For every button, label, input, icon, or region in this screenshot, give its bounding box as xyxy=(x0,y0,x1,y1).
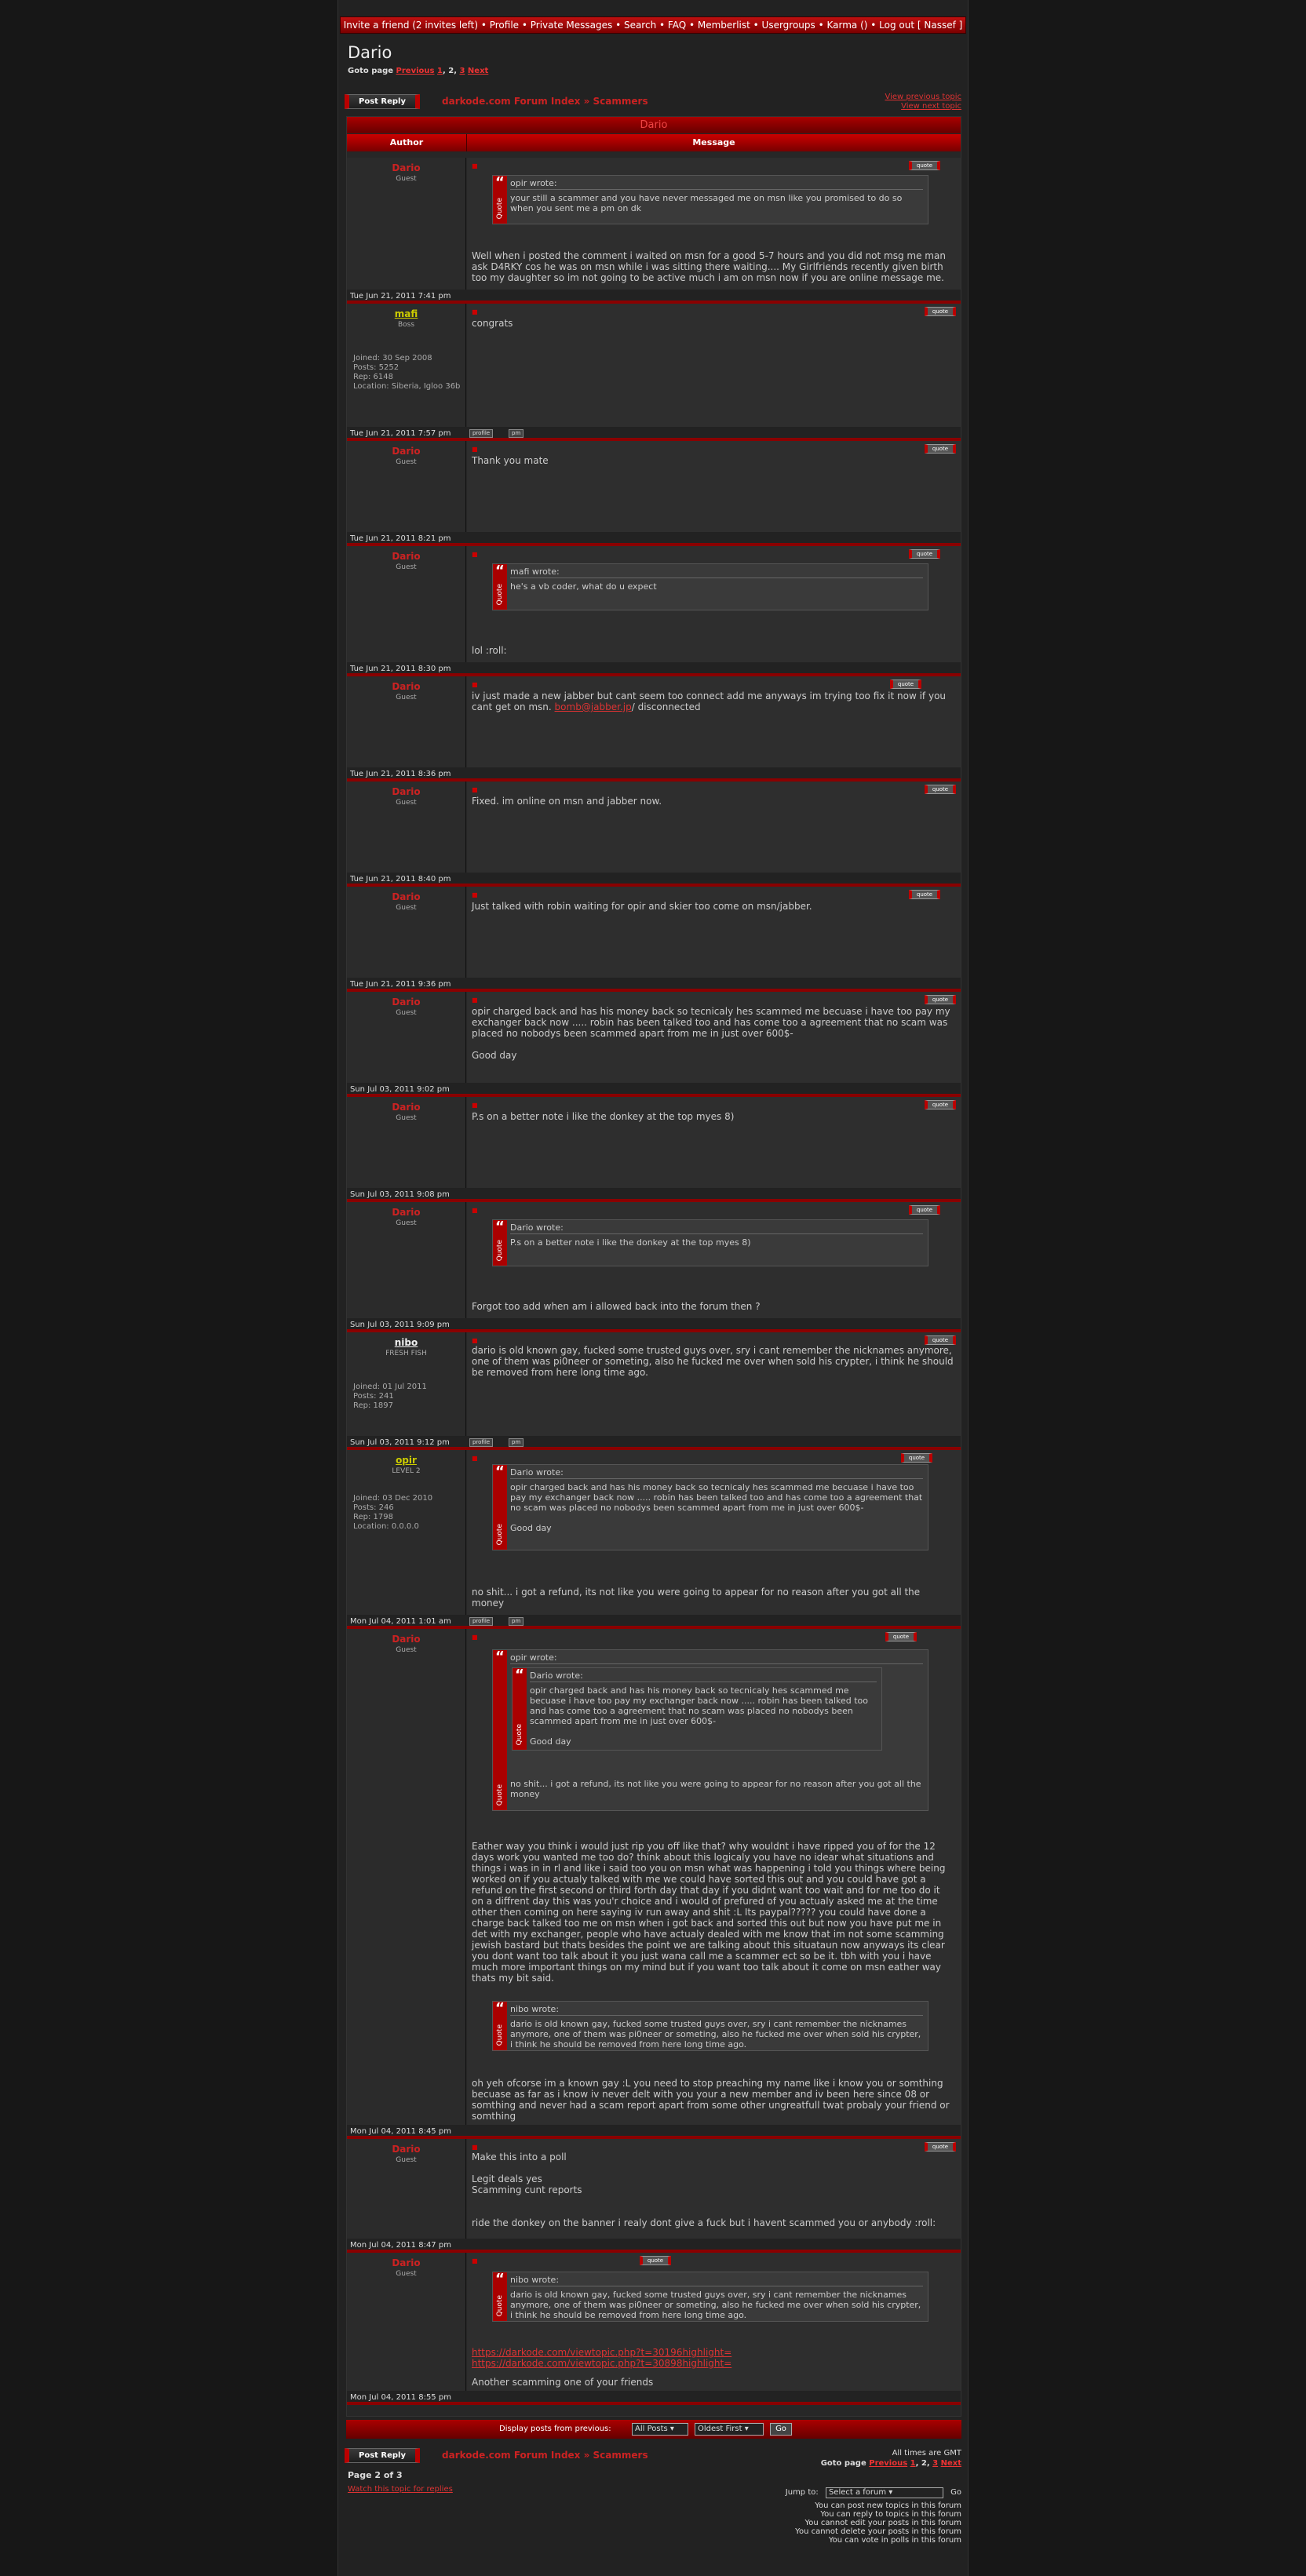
page-1-link[interactable]: 1 xyxy=(910,2459,916,2468)
post-text-part: iv just made a new jabber but cant seem too connect add me anyways im trying too fix it now if you cant get on msn. xyxy=(472,690,947,712)
quote-block xyxy=(492,1464,928,1550)
post-reply-button-bottom[interactable]: Post Reply xyxy=(345,2448,420,2463)
author-rank: Guest xyxy=(396,1114,417,1122)
author-stats: Joined: 03 Dec 2010 Posts: 246 Rep: 1798 Location: 0.0.0.0 xyxy=(353,1494,433,1531)
post xyxy=(347,1097,961,1202)
forum-link[interactable]: Scammers xyxy=(593,96,648,107)
forum-index-link[interactable]: darkode.com Forum Index xyxy=(442,2450,581,2461)
post-icon[interactable]: ■ xyxy=(472,1102,478,1109)
quote-text: no shit... i got a refund, its not like you were going to appear for no reason after you got all the money xyxy=(510,1779,921,1799)
post-author-cell xyxy=(347,1450,466,1615)
jump-to xyxy=(786,2487,961,2498)
author-name[interactable]: Dario xyxy=(392,551,421,562)
author-rank: LEVEL 2 xyxy=(392,1467,421,1475)
post-icon[interactable]: ■ xyxy=(472,786,478,793)
post-text: Eather way you think i would just rip you off like that? why wouldnt i have ripped you of for the 12 days work you wanted me too do? think about this logicaly you have no idear what situations and things i was in in rl and like i said too you on msn what was happening i told you things where being worked on if you actualy talked with me we could have sorted this out and you could have got a refund on the first second or third forth day that day if you didnt want too wait and for me too do it on a diffrent day this was you'r choice and i would of prefured of you actualy asked me at the time other then coming on here saying iv run away and shit :L Its paypal????? you could have done a charge back talked too me on msn when i got back and sorted this out but now you have put me in det with my exchanger, people who have actualy dealed with me know that im not some scamming jewish bastard but thats besides the point we are talking about this situataun now anyways its clear you dont want too talk about it you just wana call me a scammer ect so be it. tbh with you i have much more important things on my mind but if you want too talk about it come on msn eather way thats my bit said. xyxy=(472,1841,946,1984)
quote-mark-icon: “ xyxy=(495,563,505,579)
author-rank: FRESH FISH xyxy=(385,1350,427,1357)
post-footer xyxy=(347,2239,961,2253)
author-rank: Guest xyxy=(396,904,417,912)
quote-text: your still a scammer and you have never messaged me on msn like you promised to do so when you sent me a pm on dk xyxy=(510,193,903,213)
page-wrapper xyxy=(337,0,969,2576)
quote-block xyxy=(492,175,928,224)
display-label: Display posts from previous: xyxy=(499,2425,611,2433)
days-select[interactable]: All Posts ▾ xyxy=(632,2423,688,2436)
post-text: Forgot too add when am i allowed back into the forum then ? xyxy=(472,1301,761,1312)
post xyxy=(347,441,961,546)
post-body xyxy=(467,992,961,1083)
quote-side xyxy=(493,176,507,224)
jabber-link[interactable]: bomb@jabber.jp xyxy=(554,701,632,712)
post-text: congrats xyxy=(472,318,513,329)
post-icon[interactable]: ■ xyxy=(472,681,478,688)
quote-text: he's a vb coder, what do u expect xyxy=(510,581,657,592)
display-options-bar xyxy=(346,2420,961,2439)
quote-side xyxy=(493,2002,507,2050)
post xyxy=(347,1202,961,1332)
quote-author: opir wrote: xyxy=(510,1652,923,1664)
post-author-cell xyxy=(347,992,466,1083)
quote-label: Quote xyxy=(496,2024,504,2046)
message-header: Message xyxy=(466,134,961,151)
quote-side xyxy=(493,1465,507,1550)
quote-mark-icon: “ xyxy=(495,174,505,191)
quote-label: Quote xyxy=(496,1523,504,1545)
quote-mark-icon: “ xyxy=(515,1667,524,1683)
quote-block xyxy=(492,2001,928,2051)
post-timestamp: Mon Jul 04, 2011 8:45 pm xyxy=(350,2127,451,2136)
post-footer xyxy=(347,1318,961,1332)
quote-button[interactable]: quote xyxy=(925,1100,956,1109)
forum-index-link[interactable]: darkode.com Forum Index xyxy=(442,96,581,107)
author-rank: Guest xyxy=(396,1646,417,1654)
quote-side xyxy=(493,564,507,610)
post-text: dario is old known gay, fucked some trusted guys over, sry i cant remember the nicknames anymore, one of them was pi0neer or someting, also he fucked me over when sold his crypter, i think he should be removed from here long time ago. xyxy=(472,1345,954,1378)
post-body xyxy=(467,2253,961,2391)
post-timestamp: Sun Jul 03, 2011 9:09 pm xyxy=(350,1321,450,1329)
quote-button[interactable]: quote xyxy=(925,995,956,1004)
author-name[interactable]: Dario xyxy=(392,162,421,173)
quote-label: Quote xyxy=(496,583,504,605)
page-1-link[interactable]: 1 xyxy=(436,67,443,75)
quote-author: nibo wrote: xyxy=(510,2275,923,2286)
post xyxy=(347,992,961,1097)
quote-button[interactable]: quote xyxy=(925,444,956,454)
post-footer xyxy=(347,873,961,887)
post-footer xyxy=(347,290,961,304)
post-body xyxy=(467,546,961,662)
post-timestamp: Mon Jul 04, 2011 8:47 pm xyxy=(350,2241,451,2250)
post-author-cell xyxy=(347,782,466,873)
post-author-cell xyxy=(347,1629,466,2125)
quote-block xyxy=(492,1649,928,1811)
top-nav-links[interactable]: Invite a friend (2 invites left) • Profile • Private Messages • Search • FAQ • Memberlist • Usergroups • Karma () • Log out [ Nassef ] xyxy=(343,20,963,31)
author-name[interactable]: Dario xyxy=(392,1634,421,1645)
timezone-note: All times are GMT xyxy=(892,2449,961,2458)
post-timestamp: Sun Jul 03, 2011 9:12 pm xyxy=(350,1438,450,1447)
post-timestamp: Tue Jun 21, 2011 8:36 pm xyxy=(350,770,451,778)
post-text: Well when i posted the comment i waited on msn for a good 5-7 hours and you did not msg me man ask D4RKY cos he was on msn while i was sitting there waiting.... My Girlfriends recently given birth too my daughter so im not going to be active much i am on msn now if you are online message me. xyxy=(472,250,946,283)
post-body xyxy=(467,887,961,978)
page-3-link[interactable]: 3 xyxy=(932,2459,939,2468)
jump-go-button[interactable]: Go xyxy=(950,2488,961,2497)
quote-text: dario is old known gay, fucked some trusted guys over, sry i cant remember the nicknames anymore, one of them was pi0neer or someting, also he fucked me over when sold his crypter, i think he should be removed from here long time ago. xyxy=(510,2019,921,2050)
quote-side xyxy=(493,2272,507,2321)
quote-side xyxy=(513,1668,527,1750)
post-author-cell xyxy=(347,441,466,532)
post-text: Another scamming one of your friends xyxy=(472,2377,654,2388)
post-author-cell xyxy=(347,2139,466,2239)
post-timestamp: Tue Jun 21, 2011 8:21 pm xyxy=(350,534,451,543)
post-timestamp: Tue Jun 21, 2011 9:36 pm xyxy=(350,980,451,989)
author-name[interactable]: Dario xyxy=(392,446,421,457)
post-footer xyxy=(347,1436,961,1450)
posts-table xyxy=(346,116,961,2417)
post xyxy=(347,304,961,441)
post xyxy=(347,2253,961,2405)
quote-button[interactable]: quote xyxy=(909,161,940,170)
author-rank: Guest xyxy=(396,175,417,183)
page-of-label: Page 2 of 3 xyxy=(348,2470,403,2480)
author-name[interactable]: Dario xyxy=(392,1102,421,1113)
quote-side xyxy=(493,1220,507,1266)
author-rank: Guest xyxy=(396,2270,417,2278)
goto-label: Goto page xyxy=(820,2459,866,2468)
previous-link[interactable]: Previous xyxy=(869,2459,908,2468)
topic-title-bar xyxy=(347,117,961,133)
post xyxy=(347,1629,961,2139)
quote-text: dario is old known gay, fucked some trusted guys over, sry i cant remember the nicknames anymore, one of them was pi0neer or someting, also he fucked me over when sold his crypter, i think he should be removed from here long time ago. xyxy=(510,2290,921,2320)
quote-button[interactable]: quote xyxy=(909,1205,940,1215)
page-2-current: 2 xyxy=(921,2459,927,2468)
quote-side xyxy=(493,1650,507,1810)
page-3-link[interactable]: 3 xyxy=(459,67,465,75)
post-text: oh yeh ofcorse im a known gay :L you need to stop preaching my name like i know you or somthing becuase as far as i know iv never delt with you your a new member and iv been here since 08 or somthing and never had a scam report apart from some other ungreatfull twat probaly your friend or somthing xyxy=(472,2078,950,2122)
watch-topic-link[interactable]: Watch this topic for replies xyxy=(348,2485,453,2494)
author-rank: Guest xyxy=(396,1009,417,1017)
quote-button[interactable]: quote xyxy=(909,890,940,899)
post xyxy=(347,158,961,304)
author-name[interactable]: Dario xyxy=(392,997,421,1007)
post-footer xyxy=(347,1188,961,1202)
profile-button[interactable]: profile xyxy=(469,1438,493,1447)
quote-block xyxy=(492,2272,928,2322)
nested-quote-block xyxy=(512,1667,882,1751)
post-icon[interactable]: ■ xyxy=(472,1455,478,1462)
quote-text: opir charged back and has his money back so tecnicaly hes scammed me becuase i have too pay my exchanger back now ..... robin has been talked too and has come too a agreement that no scam was placed no nobodys been scammed apart from me in just over 600$- Good day xyxy=(510,1482,923,1533)
quote-author: nibo wrote: xyxy=(510,2004,923,2016)
post-icon[interactable]: ■ xyxy=(472,2257,478,2264)
post-footer xyxy=(347,1615,961,1629)
quote-text: opir charged back and has his money back so tecnicaly hes scammed me becuase i have too pay my exchanger back now ..... robin has been talked too and has come too a agreement that no scam was placed no nobodys been scammed apart from me in just over 600$- Good day xyxy=(530,1685,869,1747)
post-footer xyxy=(347,662,961,676)
quote-author: mafi wrote: xyxy=(510,567,923,578)
author-rank: Guest xyxy=(396,2156,417,2164)
post-author-cell xyxy=(347,1332,466,1436)
jump-label: Jump to: xyxy=(785,2488,819,2497)
breadcrumb-bottom: darkode.com Forum Index » Scammers xyxy=(442,2450,648,2461)
quote-mark-icon: “ xyxy=(495,2271,505,2287)
go-button[interactable]: Go xyxy=(770,2423,792,2436)
column-headers xyxy=(347,134,961,151)
post xyxy=(347,676,961,782)
post-body xyxy=(467,782,961,873)
post-timestamp: Tue Jun 21, 2011 8:40 pm xyxy=(350,875,451,884)
post-icon[interactable]: ■ xyxy=(472,308,478,315)
quote-block xyxy=(492,1219,928,1266)
quote-button[interactable]: quote xyxy=(925,2142,956,2152)
author-name[interactable]: Dario xyxy=(392,2257,421,2268)
author-rank: Guest xyxy=(396,1219,417,1227)
pagination-bottom: All times are GMT Goto page Previous 1, 2, 3 Next xyxy=(820,2449,961,2468)
author-name[interactable]: Dario xyxy=(392,891,421,902)
post-footer xyxy=(347,767,961,782)
quote-author: Dario wrote: xyxy=(530,1671,877,1682)
post-icon[interactable]: ■ xyxy=(472,891,478,898)
author-header: Author xyxy=(389,137,424,148)
post xyxy=(347,1450,961,1629)
post-text: Fixed. im online on msn and jabber now. xyxy=(472,796,662,807)
profile-button[interactable]: profile xyxy=(469,429,493,438)
post-timestamp: Sun Jul 03, 2011 9:02 pm xyxy=(350,1085,450,1094)
post-timestamp: Tue Jun 21, 2011 7:57 pm xyxy=(350,429,451,438)
post-body xyxy=(467,304,961,427)
post-text: Make this into a poll Legit deals yes Scamming cunt reports ride the donkey on the banner i realy dont give a fuck but i havent scammed you or anybody :roll: xyxy=(472,2152,936,2228)
author-stats: Joined: 01 Jul 2011 Posts: 241 Rep: 1897 xyxy=(353,1383,427,1410)
next-link[interactable]: Next xyxy=(940,2459,961,2468)
post-footer xyxy=(347,978,961,992)
permission-line: You can vote in polls in this forum xyxy=(828,2536,961,2545)
permission-line: You cannot delete your posts in this forum xyxy=(795,2527,961,2536)
page-2-current: 2 xyxy=(448,67,454,75)
author-name[interactable]: Dario xyxy=(392,2144,421,2155)
order-select-value: Oldest First xyxy=(698,2425,742,2433)
post-text: lol :roll: xyxy=(472,645,507,656)
author-rank: Guest xyxy=(396,694,417,701)
quote-button[interactable]: quote xyxy=(885,1632,917,1641)
post-icon[interactable]: ■ xyxy=(472,1337,478,1344)
quote-label: Quote xyxy=(496,2294,504,2316)
quote-text: P.s on a better note i like the donkey at the top myes 8) xyxy=(510,1237,751,1248)
quote-label: Quote xyxy=(496,1784,504,1805)
pm-button[interactable]: pm xyxy=(509,1617,523,1626)
post-text: P.s on a better note i like the donkey at the top myes 8) xyxy=(472,1111,735,1122)
post-body xyxy=(467,158,961,290)
post-footer xyxy=(347,427,961,441)
post-timestamp: Tue Jun 21, 2011 8:30 pm xyxy=(350,665,451,673)
forum-link[interactable]: Scammers xyxy=(593,2450,648,2461)
post-body xyxy=(467,676,961,767)
author-name[interactable]: Dario xyxy=(392,786,421,797)
profile-button[interactable]: profile xyxy=(469,1617,493,1626)
post-body xyxy=(467,1332,961,1436)
quote-author: opir wrote: xyxy=(510,178,923,190)
author-name[interactable]: opir xyxy=(396,1455,417,1466)
view-next-topic-link[interactable]: View next topic xyxy=(901,102,961,111)
author-rank: Guest xyxy=(396,563,417,571)
quote-button[interactable]: quote xyxy=(901,1453,932,1463)
post-icon[interactable]: ■ xyxy=(472,446,478,453)
permission-line: You can reply to topics in this forum xyxy=(820,2510,961,2519)
quote-mark-icon: “ xyxy=(495,2000,505,2017)
quote-button[interactable]: quote xyxy=(925,307,956,316)
author-rank: Boss xyxy=(397,321,415,329)
quote-button[interactable]: quote xyxy=(909,549,940,559)
post-text-part: / disconnected xyxy=(631,701,701,712)
topic-nav xyxy=(885,93,961,111)
post-icon[interactable]: ■ xyxy=(472,551,478,558)
post-text: Thank you mate xyxy=(472,455,549,466)
quote-button[interactable]: quote xyxy=(925,785,956,794)
post xyxy=(347,782,961,887)
post-timestamp: Tue Jun 21, 2011 7:41 pm xyxy=(350,292,451,301)
next-link[interactable]: Next xyxy=(467,67,489,75)
view-previous-topic-link[interactable]: View previous topic xyxy=(885,93,961,101)
author-name[interactable]: mafi xyxy=(394,308,418,319)
author-stats: Joined: 30 Sep 2008 Posts: 5252 Rep: 6148 Location: Siberia, Igloo 36b xyxy=(353,354,461,391)
pm-button[interactable]: pm xyxy=(509,429,523,438)
post-text xyxy=(472,690,954,712)
author-rank: Guest xyxy=(396,458,417,466)
post-icon[interactable]: ■ xyxy=(472,1634,478,1641)
post xyxy=(347,887,961,992)
days-select-value: All Posts xyxy=(635,2425,668,2433)
post-author-cell xyxy=(347,887,466,978)
quote-label: Quote xyxy=(496,1239,504,1261)
post-timestamp: Mon Jul 04, 2011 1:01 am xyxy=(350,1617,451,1626)
breadcrumb-top: darkode.com Forum Index » Scammers xyxy=(442,96,648,107)
post-icon[interactable]: ■ xyxy=(472,1207,478,1214)
post-text: no shit... i got a refund, its not like you were going to appear for no reason after you got all the money xyxy=(472,1587,921,1609)
quote-button[interactable]: quote xyxy=(640,2256,671,2265)
post xyxy=(347,2139,961,2253)
quote-mark-icon: “ xyxy=(495,1219,505,1235)
pm-button[interactable]: pm xyxy=(509,1438,523,1447)
post-author-cell xyxy=(347,676,466,767)
page-title: Dario xyxy=(348,43,392,62)
quote-label: Quote xyxy=(516,1723,523,1745)
top-nav-bar[interactable] xyxy=(340,16,966,34)
post-author-cell xyxy=(347,158,466,290)
post-footer xyxy=(347,2125,961,2139)
quote-mark-icon: “ xyxy=(495,1463,505,1480)
previous-link[interactable]: Previous xyxy=(396,67,435,75)
quote-author: Dario wrote: xyxy=(510,1222,923,1234)
quote-block xyxy=(492,563,928,610)
author-rank: Guest xyxy=(396,799,417,807)
post-icon[interactable]: ■ xyxy=(472,2144,478,2151)
post-body xyxy=(467,1202,961,1318)
post-text: Just talked with robin waiting for opir and skier too come on msn/jabber. xyxy=(472,901,812,912)
quote-author: Dario wrote: xyxy=(510,1467,923,1479)
quote-button[interactable]: quote xyxy=(890,680,921,689)
post-author-cell xyxy=(347,1097,466,1188)
post-body xyxy=(467,1450,961,1615)
post-author-cell xyxy=(347,304,466,427)
goto-label: Goto page xyxy=(348,67,394,75)
quote-button[interactable]: quote xyxy=(925,1335,956,1345)
topic-title[interactable]: Dario xyxy=(640,119,668,131)
quote-mark-icon: “ xyxy=(495,1649,505,1665)
jump-select-value: Select a forum xyxy=(828,2488,887,2497)
post-text: opir charged back and has his money back so tecnicaly hes scammed me becuase i have too pay my exchanger back now ..... robin has been talked too and has come too a agreement that no scam was placed no nobodys been scammed apart from me in just over 600$- Good day xyxy=(472,1006,950,1061)
post-timestamp: Sun Jul 03, 2011 9:08 pm xyxy=(350,1190,450,1199)
post-reply-button-top[interactable]: Post Reply xyxy=(345,94,420,109)
order-select[interactable]: Oldest First ▾ xyxy=(695,2423,764,2436)
author-name[interactable]: Dario xyxy=(392,1207,421,1218)
post-author-cell xyxy=(347,546,466,662)
post-icon[interactable]: ■ xyxy=(472,162,478,169)
post-icon[interactable]: ■ xyxy=(472,997,478,1004)
quote-label: Quote xyxy=(496,197,504,219)
post-timestamp: Mon Jul 04, 2011 8:55 pm xyxy=(350,2393,451,2402)
post-author-cell xyxy=(347,1202,466,1318)
post-body xyxy=(467,2139,961,2239)
author-name[interactable]: nibo xyxy=(394,1337,418,1348)
permission-line: You can post new topics in this forum xyxy=(815,2501,961,2510)
post-footer xyxy=(347,2391,961,2405)
permission-line: You cannot edit your posts in this forum xyxy=(804,2519,961,2527)
pagination-top: Goto page Previous 1, 2, 3 Next xyxy=(348,67,489,75)
post-author-cell xyxy=(347,2253,466,2391)
thread-link[interactable]: https://darkode.com/viewtopic.php?t=30898highlight= xyxy=(472,2358,732,2369)
post-links xyxy=(472,2347,954,2369)
post-body xyxy=(467,1629,961,2125)
post xyxy=(347,1332,961,1450)
post-body xyxy=(467,1097,961,1188)
forum-permissions xyxy=(795,2501,961,2545)
thread-link[interactable]: https://darkode.com/viewtopic.php?t=30196highlight= xyxy=(472,2347,732,2358)
post-footer xyxy=(347,532,961,546)
post-body xyxy=(467,441,961,532)
jump-select[interactable]: Select a forum ▾ xyxy=(826,2487,943,2498)
author-name[interactable]: Dario xyxy=(392,681,421,692)
post xyxy=(347,546,961,676)
post-footer xyxy=(347,1083,961,1097)
